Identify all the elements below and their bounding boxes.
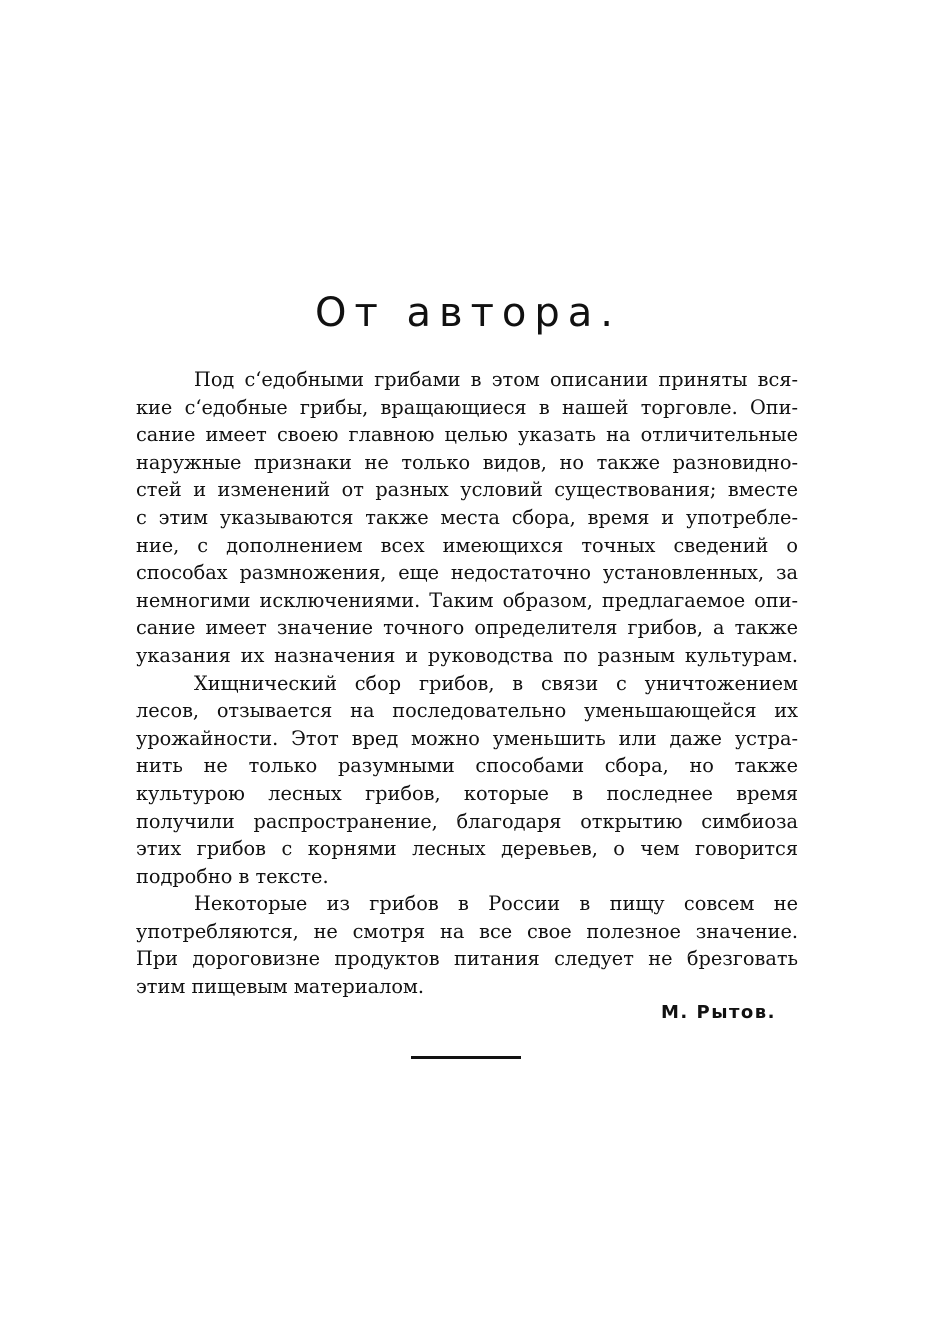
text-line: При дороговизне продуктов питания следует не брезговать <box>136 947 798 971</box>
text-line: этих грибов с корнями лесных деревьев, о чем говорится <box>136 837 798 861</box>
text-line: Хищнический сбор грибов, в связи с уничтожением <box>194 671 798 695</box>
paragraph-3 <box>136 890 798 1000</box>
text-line: стей и изменений от разных условий существования; вместе <box>136 478 798 502</box>
text-line: кие с‘едобные грибы, вращающиеся в нашей торговле. Опи- <box>136 395 798 419</box>
text-line: Под с‘едобными грибами в этом описании приняты вся- <box>194 368 798 391</box>
text-line: лесов, отзывается на последовательно уменьшающейся их <box>136 699 798 723</box>
text-line: немногими исключениями. Таким образом, предлагаемое опи- <box>136 588 798 612</box>
text-line: ние, с дополнением всех имеющихся точных сведений о <box>136 533 798 557</box>
paragraph-1 <box>136 366 798 670</box>
text-line: нить не только разумными способами сбора, но также <box>136 754 798 778</box>
paragraph-2 <box>136 670 798 891</box>
author-signature: М. Рытов. <box>660 1002 776 1023</box>
preface-text <box>136 366 798 1001</box>
text-line: подробно в тексте. <box>136 864 329 888</box>
text-line: сание имеет своею главною целью указать на отличительные <box>136 423 798 447</box>
closing-rule <box>411 1056 521 1059</box>
text-line: наружные признаки не только видов, но также разновидно- <box>136 450 798 474</box>
page-title: От автора. <box>315 290 621 336</box>
text-line: Некоторые из грибов в России в пищу совсем не <box>194 892 798 916</box>
text-line: указания их назначения и руководства по разным культурам. <box>136 643 798 667</box>
text-line: культурою лесных грибов, которые в последнее время <box>136 781 798 805</box>
text-line: получили распространение, благодаря открытию симбиоза <box>136 809 798 833</box>
text-line: с этим указываются также места сбора, время и употребле- <box>136 505 798 529</box>
text-line: употребляются, не смотря на все свое полезное значение. <box>136 919 798 943</box>
text-line: сание имеет значение точного определителя грибов, а также <box>136 616 798 640</box>
text-line: способах размножения, еще недостаточно установленных, за <box>136 561 798 585</box>
text-line: урожайности. Этот вред можно уменьшить или даже устра- <box>136 726 798 750</box>
text-line: этим пищевым материалом. <box>136 975 425 999</box>
